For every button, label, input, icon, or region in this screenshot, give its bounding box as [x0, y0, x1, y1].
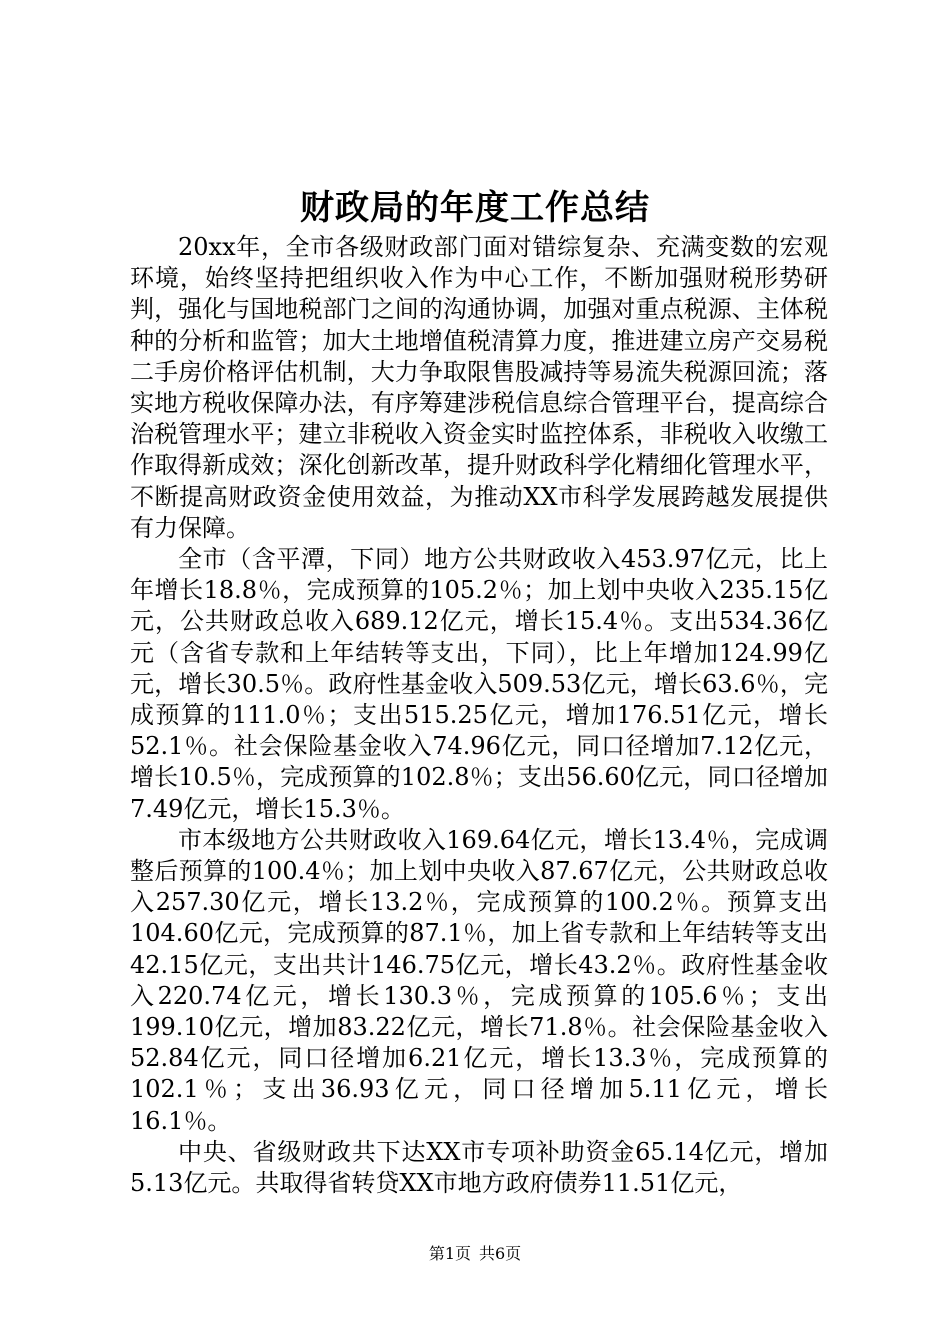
page-footer	[0, 1243, 950, 1265]
paragraph: 全市（含平潭，下同）地方公共财政收入453.97亿元，比上年增长18.8％，完成预算的105.2％；加上划中央收入235.15亿元，公共财政总收入689.12亿元，增长15.4％。支出534.36亿元（含省专款和上年结转等支出，下同），比上年增加124.99亿元，增长30.5％。政府性基金收入509.53亿元，增长63.6％，完成预算的111.0％；支出515.25亿元，增加176.51亿元，增长52.1％。社会保险基金收入74.96亿元，同口径增加7.12亿元，增长10.5％，完成预算的102.8％；支出56.60亿元，同口径增加7.49亿元，增长15.3％。	[130, 545, 828, 823]
paragraph: 20xx年，全市各级财政部门面对错综复杂、充满变数的宏观环境，始终坚持把组织收入作为中心工作，不断加强财税形势研判，强化与国地税部门之间的沟通协调，加强对重点税源、主体税种的分析和监管；加大土地增值税清算力度，推进建立房产交易税二手房价格评估机制，大力争取限售股减持等易流失税源回流；落实地方税收保障办法，有序筹建涉税信息综合管理平台，提高综合治税管理水平；建立非税收入资金实时监控体系，非税收入收缴工作取得新成效；深化创新改革，提升财政科学化精细化管理水平，不断提高财政资金使用效益，为推动XX市科学发展跨越发展提供有力保障。	[130, 233, 828, 542]
paragraph: 市本级地方公共财政收入169.64亿元，增长13.4％，完成调整后预算的100.4％；加上划中央收入87.67亿元，公共财政总收入257.30亿元，增长13.2％，完成预算的100.2％。预算支出104.60亿元，完成预算的87.1％，加上省专款和上年结转等支出42.15亿元，支出共计146.75亿元，增长43.2％。政府性基金收入220.74亿元，增长130.3％，完成预算的105.6％；支出199.10亿元，增加83.22亿元，增长71.8％。社会保险基金收入52.84亿元，同口径增加6.21亿元，增长13.3％，完成预算的102.1％；支出36.93亿元，同口径增加5.11亿元，增长16.1％。	[130, 825, 828, 1135]
paragraph: 中央、省级财政共下达XX市专项补助资金65.14亿元，增加5.13亿元。共取得省转贷XX市地方政府债券11.51亿元，	[130, 1137, 828, 1198]
document-body	[130, 232, 828, 1199]
document-title: 财政局的年度工作总结	[300, 188, 650, 228]
page-number: 第1页	[428, 1244, 471, 1263]
page-total: 共6页	[479, 1244, 522, 1263]
